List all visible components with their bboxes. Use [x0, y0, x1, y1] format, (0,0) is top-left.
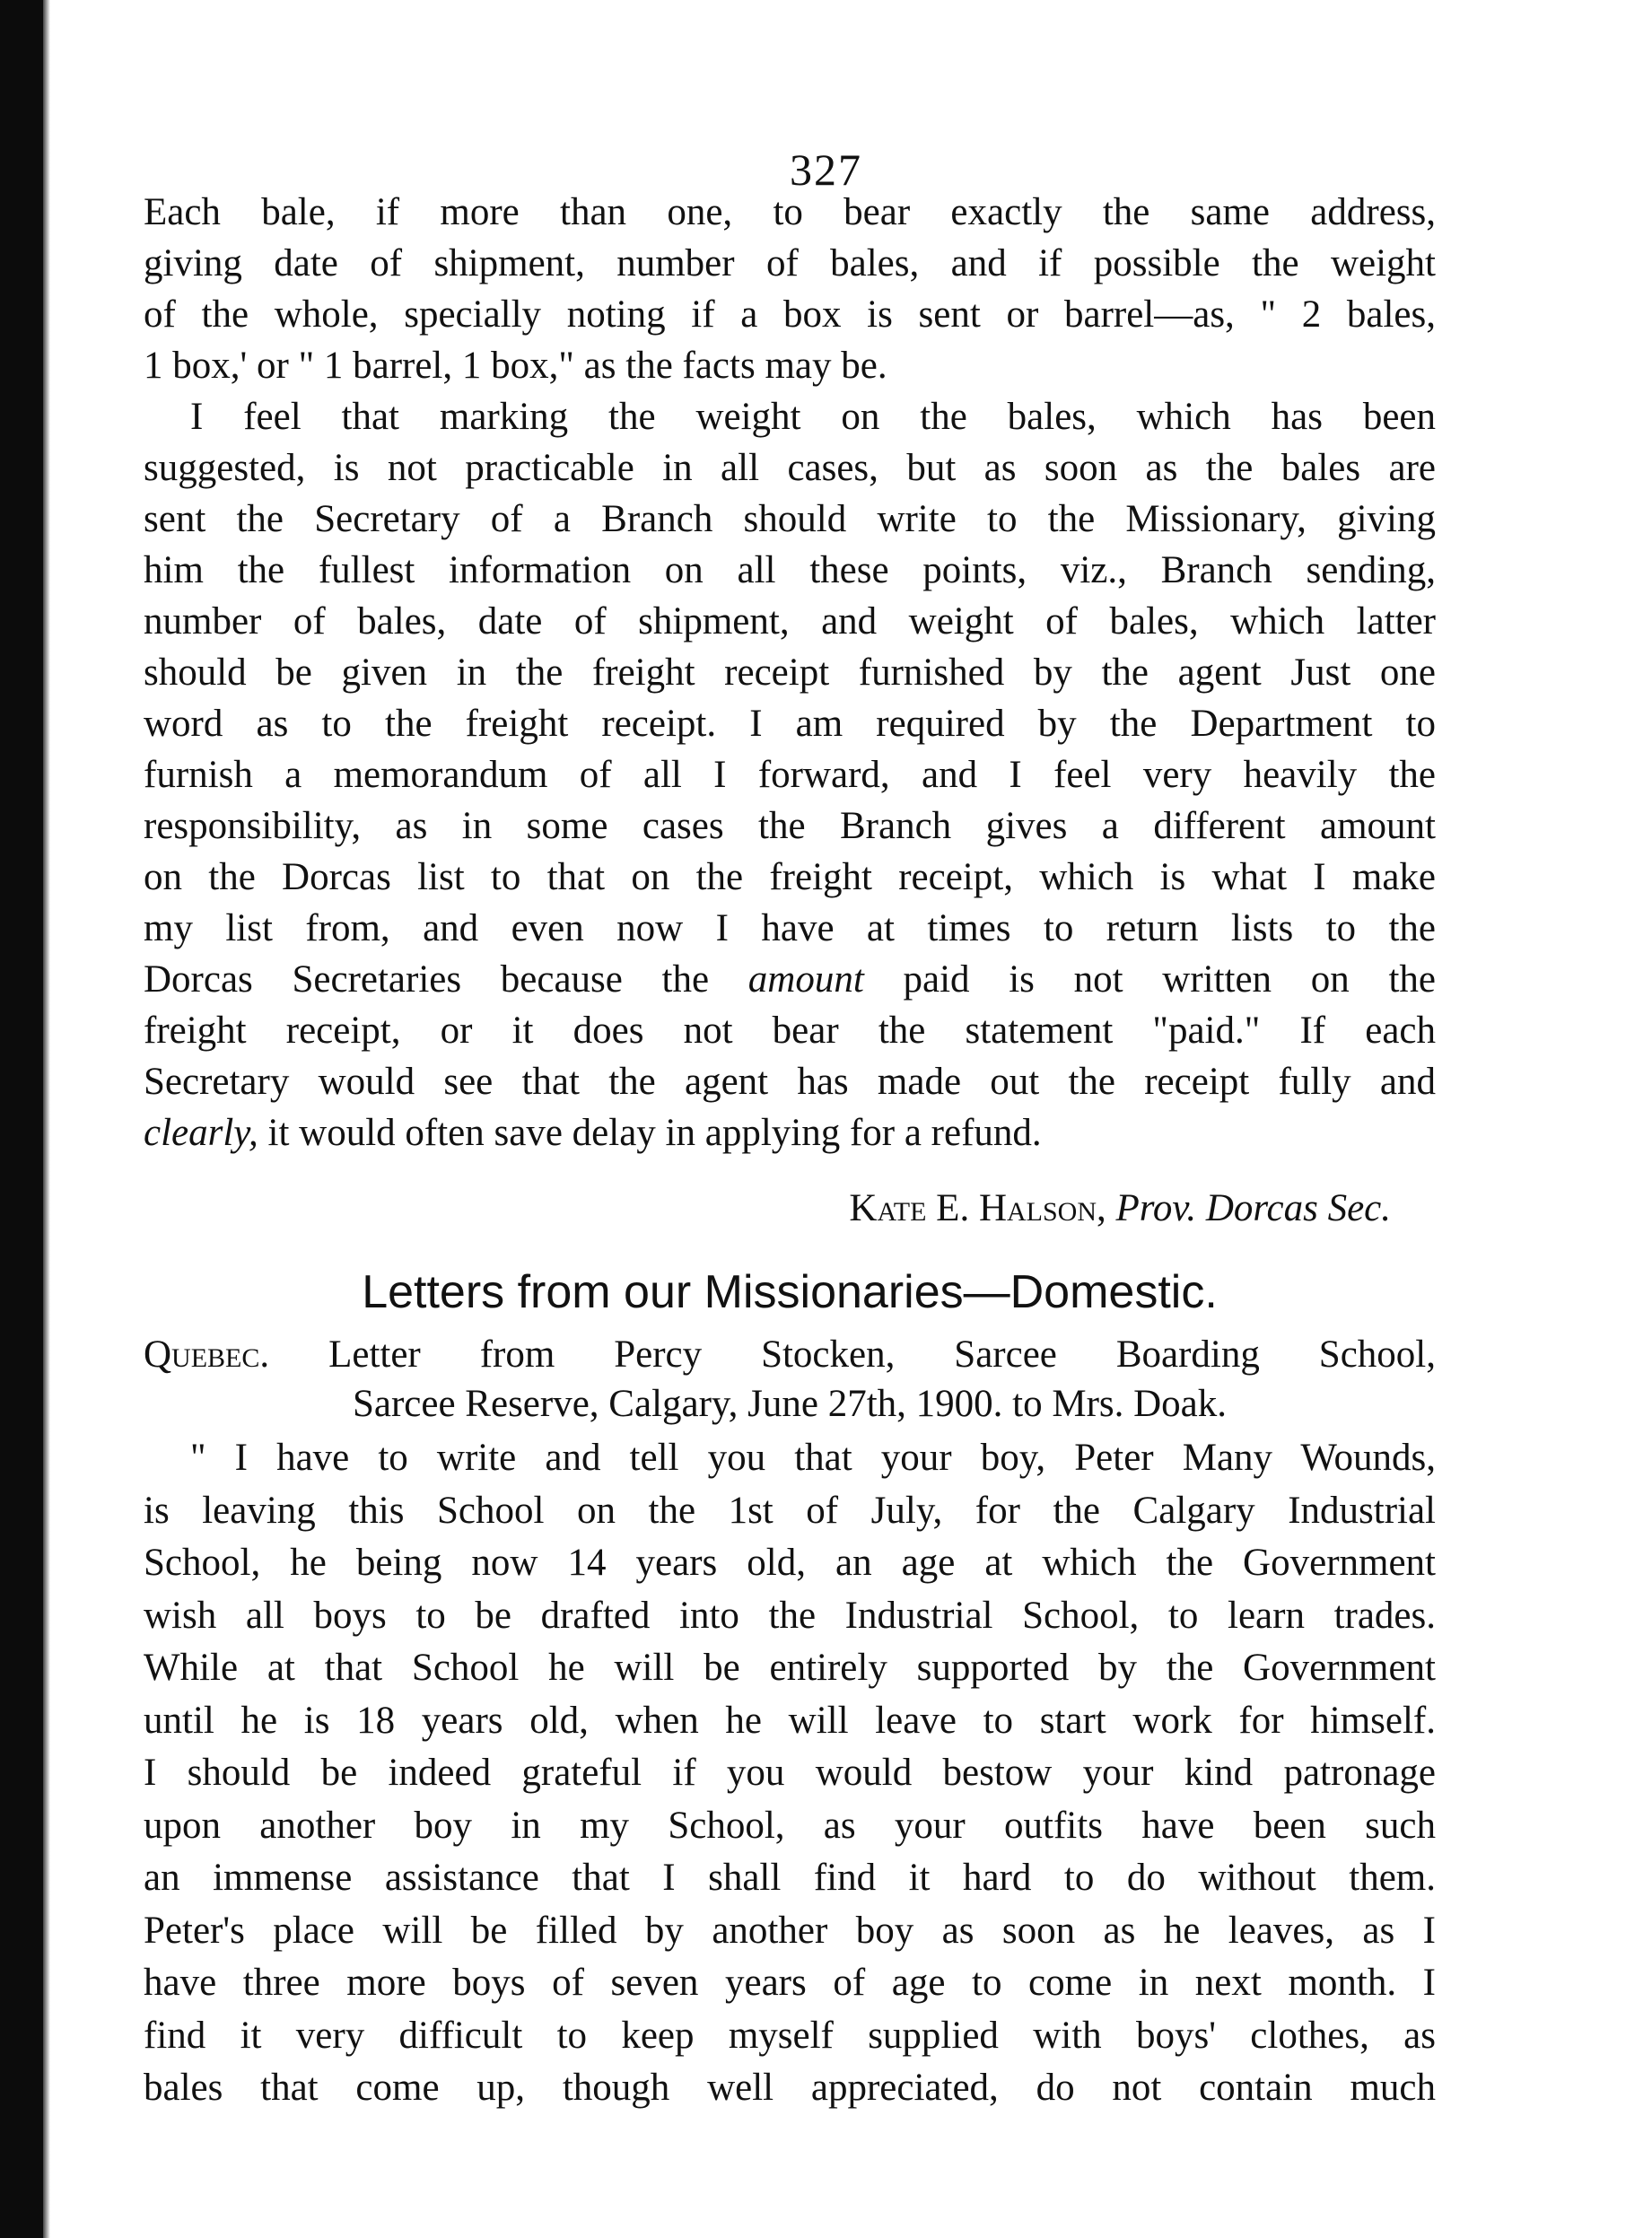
- text-fragment: Dorcas Secretaries because the: [144, 958, 710, 1001]
- letter-location: Quebec.: [144, 1333, 270, 1376]
- text-line: suggested, is not practicable in all cases, but as soon as the bales are: [144, 447, 1436, 489]
- binding-edge: [0, 0, 43, 2238]
- text-line: is leaving this School on the 1st of July, for the Calgary Industrial: [144, 1489, 1436, 1532]
- text-line: find it very difficult to keep myself supplied with boys' clothes, as: [144, 2014, 1436, 2057]
- text-line: responsibility, as in some cases the Branch gives a different amount: [144, 805, 1436, 847]
- text-line: should be given in the freight receipt furnished by the agent Just one: [144, 651, 1436, 694]
- text-line: Each bale, if more than one, to bear exactly the same address,: [144, 191, 1436, 233]
- text-line: I feel that marking the weight on the bales, which has been: [190, 396, 1436, 438]
- text-line: [144, 1107, 1436, 1158]
- text-line: have three more boys of seven years of age to come in next month. I: [144, 1962, 1436, 2004]
- text-line: upon another boy in my School, as your outfits have been such: [144, 1804, 1436, 1847]
- page-number: 327: [790, 144, 862, 195]
- text-line: sent the Secretary of a Branch should write to the Missionary, giving: [144, 498, 1436, 540]
- letter-body: [144, 1432, 1436, 2115]
- text-line: an immense assistance that I shall find it hard to do without them.: [144, 1857, 1436, 1899]
- letter-header: [144, 1330, 1436, 1429]
- text-line: furnish a memorandum of all I forward, and I feel very heavily the: [144, 754, 1436, 796]
- signature-title: Prov. Dorcas Sec.: [1115, 1187, 1391, 1229]
- text-line: Secretary would see that the agent has made out the receipt fully and: [144, 1061, 1436, 1103]
- emphasis-amount: amount: [747, 958, 864, 1001]
- section-bale-instructions: [144, 187, 1436, 1158]
- text-line: Peter's place will be filled by another boy as soon as he leaves, as I: [144, 1909, 1436, 1952]
- text-line: " I have to write and tell you that your boy, Peter Many Wounds,: [190, 1437, 1436, 1479]
- letter-header-line: [144, 1330, 1436, 1379]
- text-line: freight receipt, or it does not bear the statement "paid." If each: [144, 1010, 1436, 1052]
- text-line: on the Dorcas list to that on the freight receipt, which is what I make: [144, 856, 1436, 898]
- text-line: my list from, and even now I have at times to return lists to the: [144, 907, 1436, 949]
- letter-header-line: Sarcee Reserve, Calgary, June 27th, 1900. to Mrs. Doak.: [352, 1383, 1228, 1425]
- text-line: bales that come up, though well appreciated, do not contain much: [144, 2067, 1436, 2109]
- text-line: until he is 18 years old, when he will leave to start work for himself.: [144, 1699, 1436, 1742]
- text-line: number of bales, date of shipment, and weight of bales, which latter: [144, 600, 1436, 643]
- text-line: I should be indeed grateful if you would bestow your kind patronage: [144, 1752, 1436, 1794]
- text-line: word as to the freight receipt. I am required by the Department to: [144, 703, 1436, 745]
- text-line: giving date of shipment, number of bales, and if possible the weight: [144, 242, 1436, 284]
- letter-header-text: Letter from Percy Stocken, Sarcee Boarding School,: [328, 1333, 1436, 1376]
- text-line: While at that School he will be entirely supported by the Government: [144, 1647, 1436, 1689]
- emphasis-clearly: clearly,: [144, 1112, 258, 1154]
- text-line: of the whole, specially noting if a box is sent or barrel—as, " 2 bales,: [144, 293, 1436, 336]
- text-line: School, he being now 14 years old, an age at which the Government: [144, 1542, 1436, 1584]
- section-heading: Letters from our Missionaries—Domestic.: [362, 1266, 1218, 1318]
- text-fragment: paid is not written on the: [903, 958, 1436, 1001]
- text-line: [144, 954, 1436, 1005]
- text-line: him the fullest information on all these points, viz., Branch sending,: [144, 549, 1436, 591]
- text-fragment: it would often save delay in applying for a refund.: [267, 1112, 1042, 1154]
- text-line: 1 box,' or " 1 barrel, 1 box," as the facts may be.: [144, 345, 887, 387]
- signature: [144, 1183, 1391, 1234]
- signature-name: Kate E. Halson,: [849, 1187, 1106, 1229]
- text-line: wish all boys to be drafted into the Industrial School, to learn trades.: [144, 1594, 1436, 1637]
